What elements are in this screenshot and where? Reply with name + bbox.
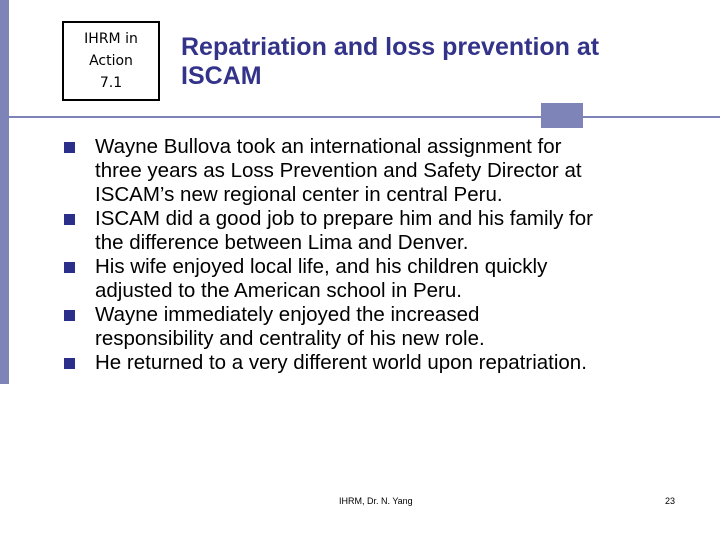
- title-divider: [0, 116, 720, 118]
- badge-line: 7.1: [99, 75, 123, 91]
- bullet-item: [64, 351, 704, 375]
- left-accent-bar: [0, 0, 9, 384]
- square-bullet-icon: [64, 262, 75, 273]
- bullet-line: He returned to a very different world upon repatriation.: [95, 351, 587, 374]
- bullet-item: [64, 207, 704, 255]
- bullet-line: the difference between Lima and Denver.: [95, 231, 469, 254]
- bullet-line: responsibility and centrality of his new role.: [95, 327, 485, 350]
- title-line: Repatriation and loss prevention at: [181, 33, 600, 61]
- title-line: ISCAM: [181, 62, 262, 90]
- bullet-line: three years as Loss Prevention and Safety Director at: [95, 159, 582, 182]
- square-bullet-icon: [64, 214, 75, 225]
- bullet-line: ISCAM did a good job to prepare him and his family for: [95, 207, 593, 230]
- square-bullet-icon: [64, 358, 75, 369]
- page-number: 23: [665, 496, 676, 506]
- bullet-item: [64, 135, 704, 207]
- bullet-line: Wayne immediately enjoyed the increased: [95, 303, 480, 326]
- badge-line: IHRM in: [84, 31, 138, 47]
- bullet-line: adjusted to the American school in Peru.: [95, 279, 462, 302]
- bullet-line: ISCAM’s new regional center in central Peru.: [95, 183, 503, 206]
- bullet-line: His wife enjoyed local life, and his children quickly: [95, 255, 548, 278]
- slide-title: [181, 33, 701, 91]
- ihrm-in-action-badge: [62, 21, 160, 101]
- divider-accent-square: [541, 103, 583, 128]
- bullet-line: Wayne Bullova took an international assignment for: [95, 135, 562, 158]
- bullet-item: [64, 303, 704, 351]
- square-bullet-icon: [64, 310, 75, 321]
- bullet-list: [64, 135, 704, 375]
- square-bullet-icon: [64, 142, 75, 153]
- bullet-item: [64, 255, 704, 303]
- badge-line: Action: [89, 53, 133, 69]
- footer-author: IHRM, Dr. N. Yang: [339, 496, 413, 506]
